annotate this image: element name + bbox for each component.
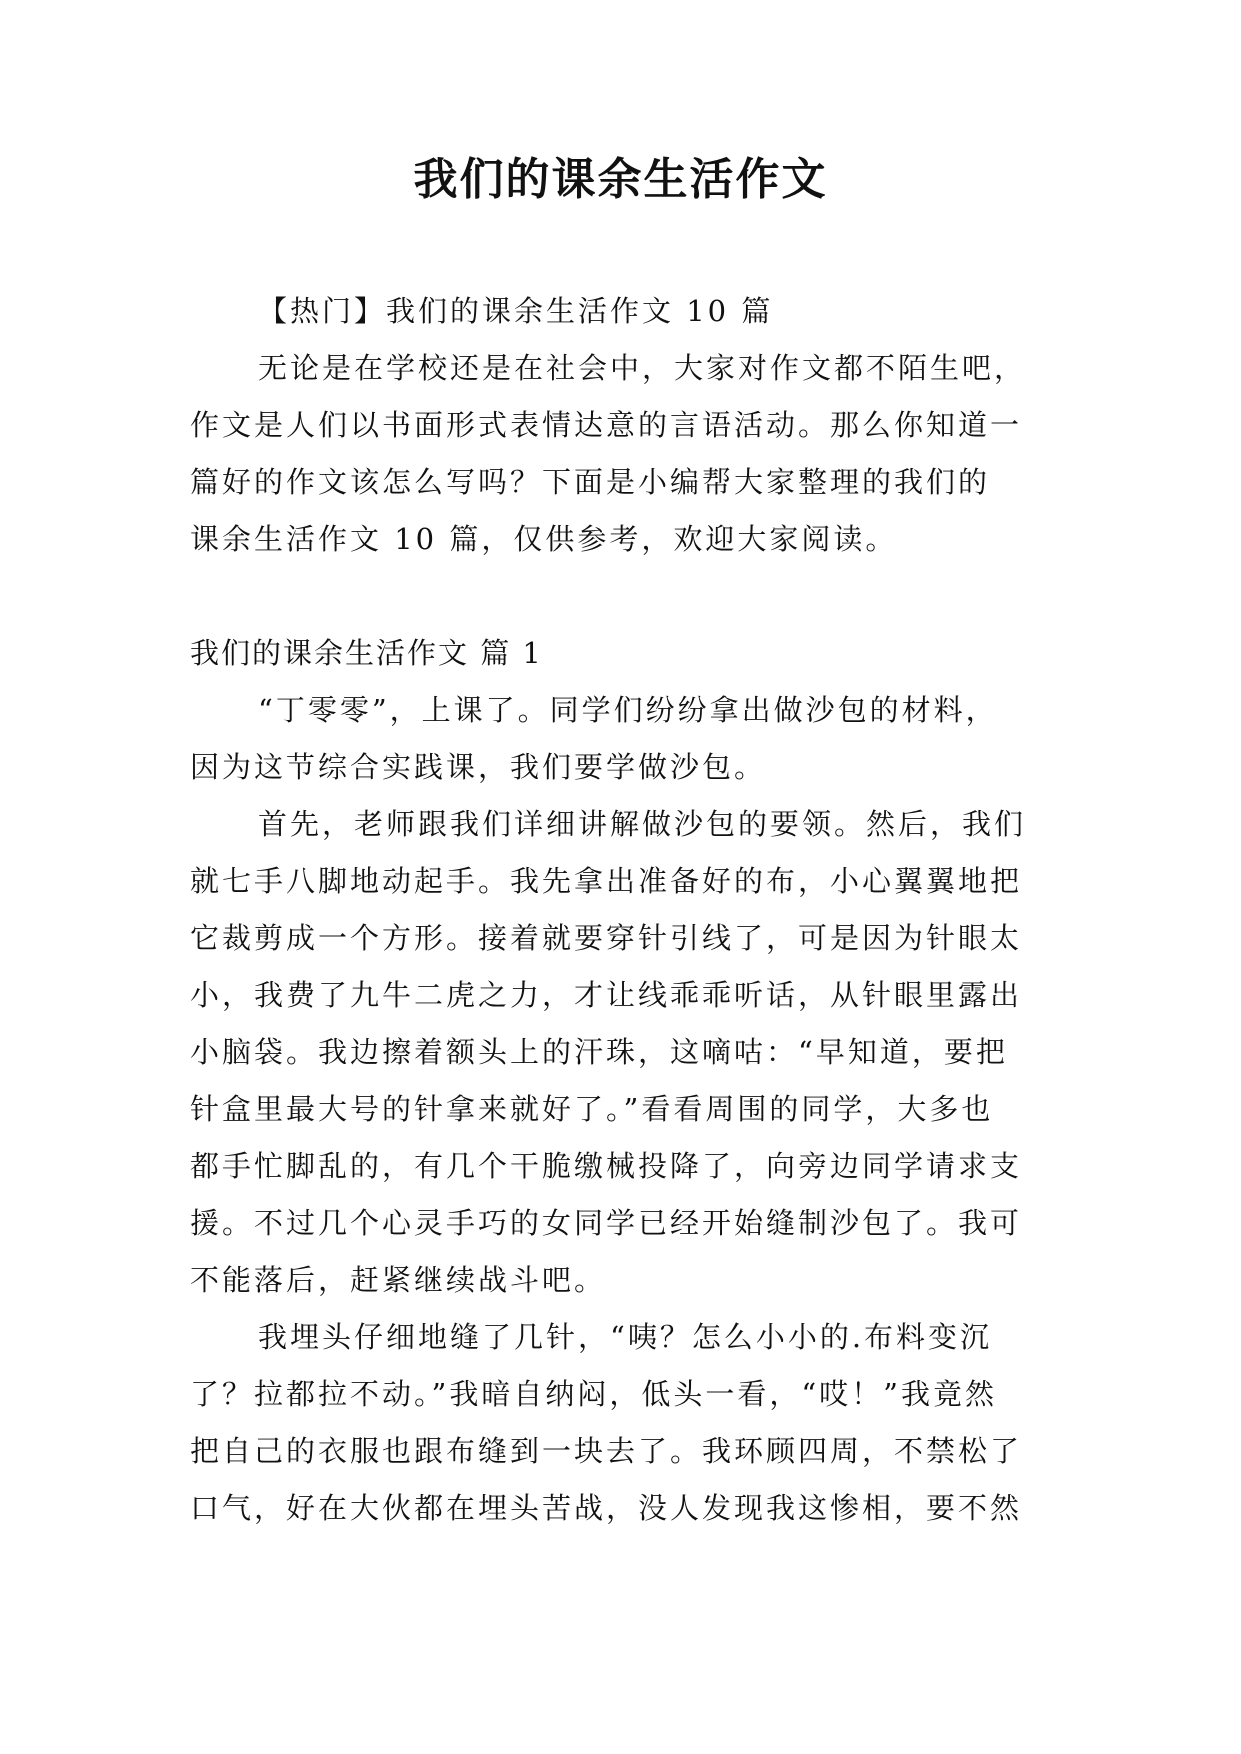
document-title: 我们的课余生活作文 [413,154,828,205]
intro-line: 篇好的作文该怎么写吗？下面是小编帮大家整理的我们的 [190,465,991,499]
paragraph1-line: “丁零零”，上课了。同学们纷纷拿出做沙包的材料， [258,693,998,727]
paragraph3-line: 了？拉都拉不动。”我暗自纳闷，低头一看，“哎！”我竟然 [190,1377,997,1411]
paragraph3-line: 我埋头仔细地缝了几针，“咦？怎么小小的.布料变沉 [258,1320,993,1354]
subtitle-line: 【热门】我们的课余生活作文 10 篇 [258,294,774,328]
paragraph2-line: 援。不过几个心灵手巧的女同学已经开始缝制沙包了。我可 [190,1206,1023,1240]
paragraph2-line: 不能落后，赶紧继续战斗吧。 [190,1263,607,1297]
paragraph2-line: 小脑袋。我边擦着额头上的汗珠，这嘀咕：“早知道，要把 [190,1035,1008,1069]
paragraph3-line: 把自己的衣服也跟布缝到一块去了。我环顾四周，不禁松了 [190,1434,1023,1468]
intro-line: 作文是人们以书面形式表情达意的言语活动。那么你知道一 [190,408,1023,442]
section-heading: 我们的课余生活作文 篇 1 [190,636,543,670]
paragraph2-line: 小，我费了九牛二虎之力，才让线乖乖听话，从针眼里露出 [190,978,1023,1012]
intro-line: 课余生活作文 10 篇，仅供参考，欢迎大家阅读。 [190,522,898,556]
paragraph2-line: 它裁剪成一个方形。接着就要穿针引线了，可是因为针眼太 [190,921,1023,955]
paragraph2-line: 都手忙脚乱的，有几个干脆缴械投降了，向旁边同学请求支 [190,1149,1023,1183]
paragraph2-line: 就七手八脚地动起手。我先拿出准备好的布，小心翼翼地把 [190,864,1023,898]
paragraph2-line: 针盒里最大号的针拿来就好了。”看看周围的同学，大多也 [190,1092,994,1126]
document-body [190,283,1062,1537]
paragraph-gap [190,568,1062,625]
paragraph2-line: 首先，老师跟我们详细讲解做沙包的要领。然后，我们 [258,807,1027,841]
paragraph1-line: 因为这节综合实践课，我们要学做沙包。 [190,750,767,784]
intro-line: 无论是在学校还是在社会中，大家对作文都不陌生吧， [258,351,1027,385]
paragraph3-line: 口气，好在大伙都在埋头苦战，没人发现我这惨相，要不然 [190,1491,1023,1525]
